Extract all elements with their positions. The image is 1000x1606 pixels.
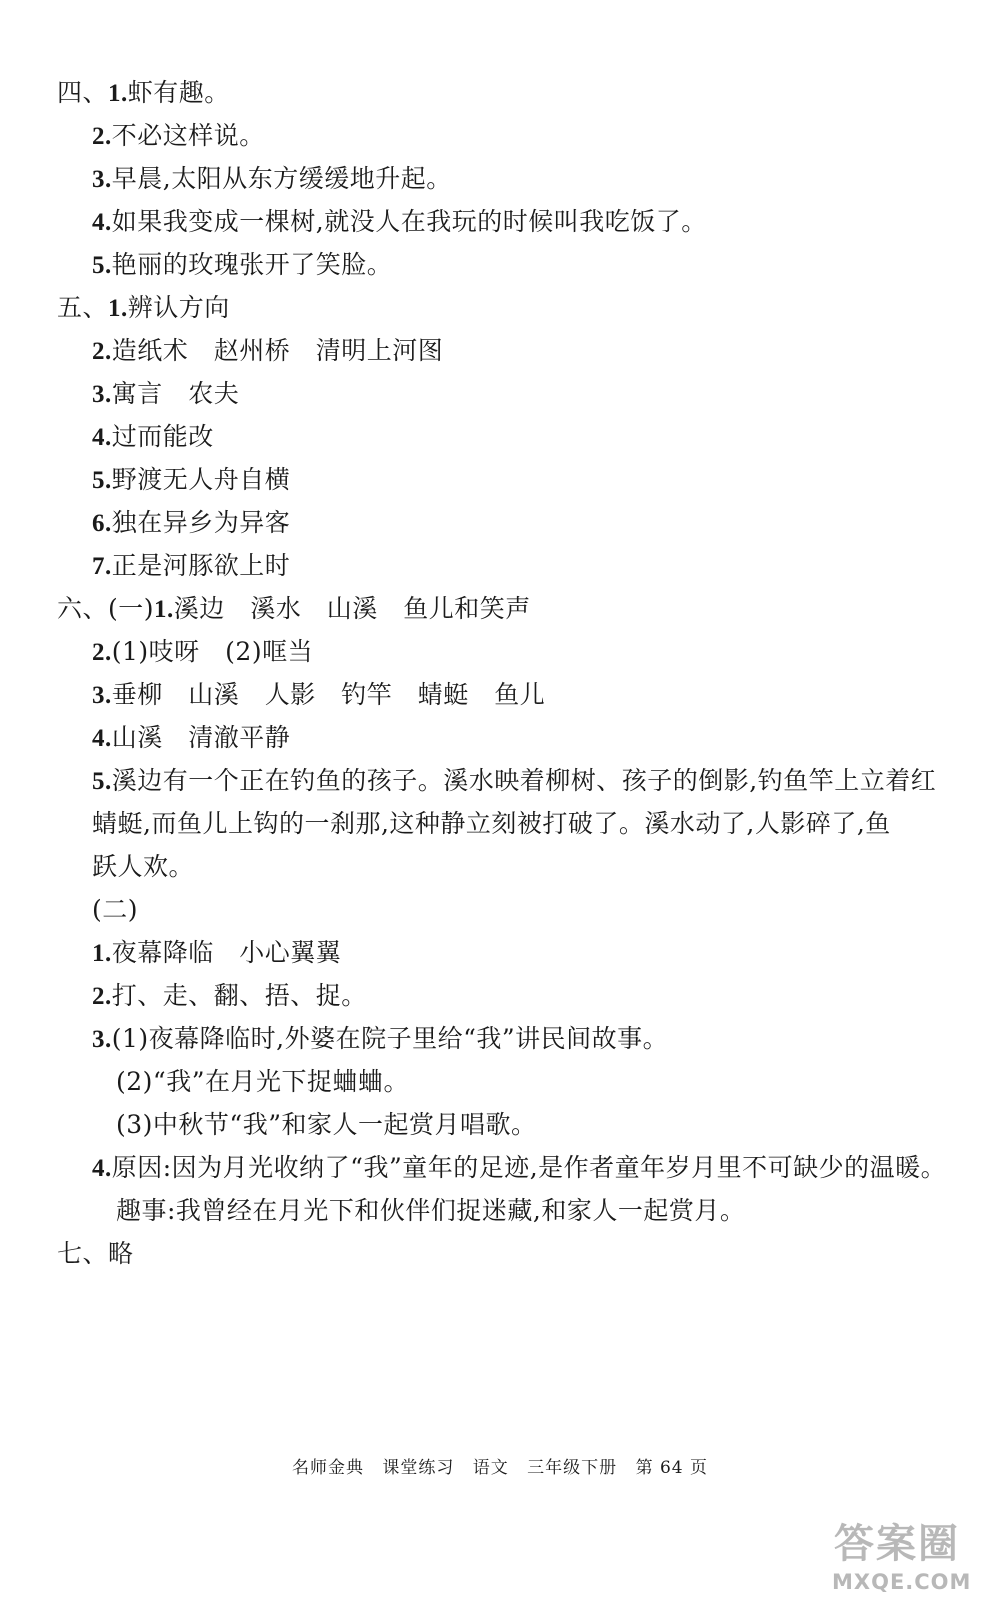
section-5-item-4: 4.过而能改 bbox=[92, 422, 214, 451]
section-5-item-6: 6.独在异乡为异客 bbox=[92, 508, 291, 537]
section-6-part1-item-4: 4.山溪 清澈平静 bbox=[92, 723, 291, 752]
section-5-item-7: 7.正是河豚欲上时 bbox=[92, 551, 291, 580]
section-6-part2-item-1: 1.夜幕降临 小心翼翼 bbox=[92, 938, 342, 967]
section-5-item-3: 3.寓言 农夫 bbox=[92, 379, 240, 408]
section-4-item-2: 2.不必这样说。 bbox=[92, 121, 265, 150]
section-7: 七、略 bbox=[57, 1239, 134, 1268]
footer-series: 名师金典 bbox=[291, 1458, 364, 1478]
section-4-item-1: 四、1.虾有趣。 bbox=[57, 78, 230, 107]
section-6-part1-item-3: 3.垂柳 山溪 人影 钓竿 蜻蜓 鱼儿 bbox=[92, 680, 546, 709]
section-6-part1-item-2: 2.(1)吱呀 (2)哐当 bbox=[92, 637, 314, 666]
section-6-part1-item-1: 六、(一)1.溪边 溪水 山溪 鱼儿和笑声 bbox=[57, 594, 531, 623]
footer-grade: 三年级下册 bbox=[527, 1458, 618, 1478]
footer-page-number: 第 64 页 bbox=[635, 1458, 709, 1478]
section-4-item-3: 3.早晨,太阳从东方缓缓地升起。 bbox=[92, 164, 452, 193]
footer-book: 课堂练习 bbox=[382, 1458, 455, 1478]
section-6-part2-label: (二) bbox=[92, 895, 139, 924]
section-5-item-5: 5.野渡无人舟自横 bbox=[92, 465, 291, 494]
section-5-item-1: 五、1.辨认方向 bbox=[57, 293, 230, 322]
section-6-part2-item-3: 3.(1)夜幕降临时,外婆在院子里给“我”讲民间故事。 bbox=[92, 1024, 669, 1053]
page-footer bbox=[0, 1453, 1000, 1478]
section-5-item-2: 2.造纸术 赵州桥 清明上河图 bbox=[92, 336, 444, 365]
watermark-title: 答案圈 bbox=[834, 1521, 960, 1567]
section-4-item-4: 4.如果我变成一棵树,就没人在我玩的时候叫我吃饭了。 bbox=[92, 207, 707, 236]
section-6-part1-item-5: 5.溪边有一个正在钓鱼的孩子。溪水映着柳树、孩子的倒影,钓鱼竿上立着红 bbox=[92, 766, 937, 795]
section-6-part1-item-5-cont-1: 蜻蜓,而鱼儿上钩的一刹那,这种静立刻被打破了。溪水动了,人影碎了,鱼 bbox=[92, 809, 891, 838]
section-6-part2-item-2: 2.打、走、翻、捂、捉。 bbox=[92, 981, 367, 1010]
footer-subject: 语文 bbox=[472, 1458, 509, 1478]
section-4-item-5: 5.艳丽的玫瑰张开了笑脸。 bbox=[92, 250, 393, 279]
section-6-part2-item-4-cont: 趣事:我曾经在月光下和伙伴们捉迷藏,和家人一起赏月。 bbox=[116, 1196, 746, 1225]
watermark-url: MXQE.COM bbox=[832, 1570, 972, 1594]
section-6-part2-item-3-cont-1: (2)“我”在月光下捉蛐蛐。 bbox=[116, 1067, 409, 1096]
section-6-part1-item-5-cont-2: 跃人欢。 bbox=[92, 852, 195, 881]
section-6-part2-item-4: 4.原因:因为月光收纳了“我”童年的足迹,是作者童年岁月里不可缺少的温暖。 bbox=[92, 1153, 947, 1182]
section-6-part2-item-3-cont-2: (3)中秋节“我”和家人一起赏月唱歌。 bbox=[116, 1110, 537, 1139]
watermark-logo bbox=[828, 1512, 978, 1594]
